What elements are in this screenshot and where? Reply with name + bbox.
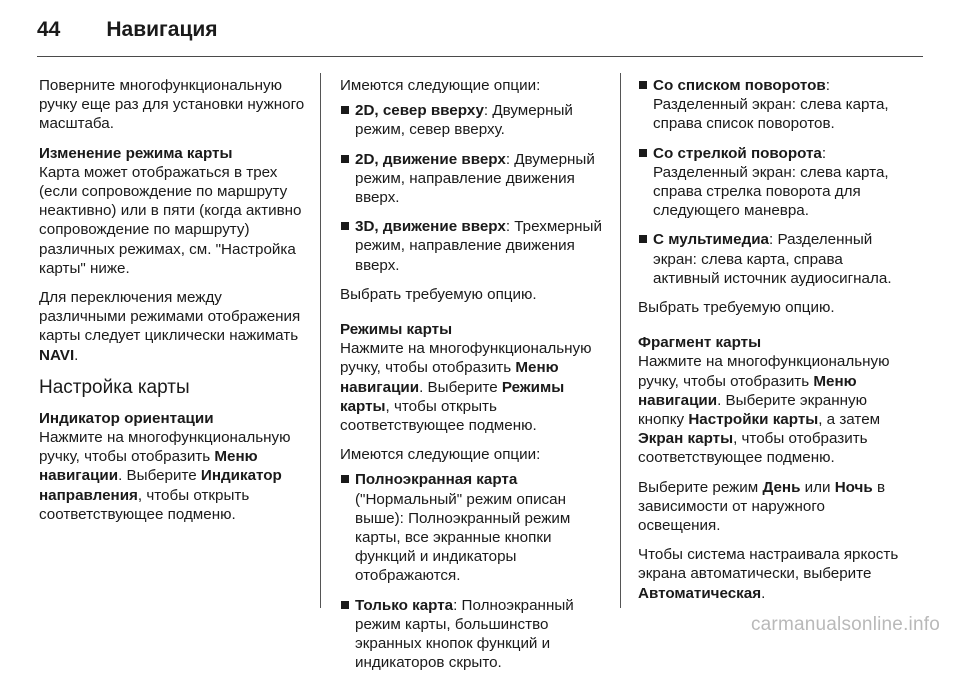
auto-brightness-paragraph: Чтобы система настраивала яркость экрана автоматически, выберите Автоматическая. [638, 546, 899, 602]
list-item: Полноэкранная карта ("Нормальный" режим описан выше): Полноэкранный режим карты, все экранные кнопки функций и индикаторы отображаются. [340, 470, 610, 585]
select-option-text: Выбрать требуемую опцию. [638, 299, 835, 317]
options-intro: Имеются следующие опции: [340, 77, 541, 94]
list-item: 2D, движение вверх: Двумерный режим, направление движения вверх. [340, 150, 610, 208]
page-title: Навигация [106, 18, 218, 41]
list-item: 2D, север вверху: Двумерный режим, север вверху. [340, 101, 610, 139]
mode-options-list [340, 470, 610, 672]
list-item: Со стрелкой поворота: Разделенный экран: слева карта, справа стрелка поворота для следующего маневра. [638, 144, 908, 221]
page-header [37, 16, 923, 57]
orientation-options-list [340, 101, 610, 275]
column-divider-1 [320, 73, 321, 608]
page-number: 44 [37, 18, 61, 41]
list-item: Только карта: Полноэкранный режим карты, большинство экранных кнопок функций и индикаторов скрыто. [340, 596, 610, 673]
map-modes-heading: Режимы карты [340, 321, 453, 339]
mode-change-paragraph: Карта может отображаться в трех (если сопровождение по маршруту неактивно) или в пяти (когда активно сопровождение по маршруту) различных режимах, см. "Настройка карты" ниже. [39, 163, 302, 277]
map-fragment-paragraph: Нажмите на многофункциональную ручку, чтобы отобразить Меню навигации. Выберите экранную кнопку Настройки карты, а затем Экран карты, чтобы отобразить соответствующее подменю. [638, 353, 890, 467]
intro-paragraph: Поверните многофункциональную ручку еще раз для установки нужного масштаба. [39, 77, 305, 133]
map-fragment-heading: Фрагмент карты [638, 334, 762, 352]
mode-change-heading: Изменение режима карты [39, 144, 233, 162]
column-divider-2 [620, 73, 621, 608]
column-3 [638, 76, 908, 613]
column-2 [340, 76, 610, 682]
list-item: Со списком поворотов: Разделенный экран: слева карта, справа список поворотов. [638, 76, 908, 134]
select-option-text: Выбрать требуемую опцию. [340, 285, 537, 303]
navi-key: NAVI [39, 346, 75, 364]
list-item: С мультимедиа: Разделенный экран: слева карта, справа активный источник аудиосигнала. [638, 230, 908, 288]
section-title: Настройка карты [39, 376, 190, 398]
options-intro-2: Имеются следующие опции: [340, 446, 541, 464]
column-1 [39, 76, 309, 534]
split-options-list [638, 76, 908, 288]
watermark: carmanualsonline.info [750, 614, 940, 635]
orientation-paragraph: Нажмите на многофункциональную ручку, чтобы отобразить Меню навигации. Выберите Индикатор направления, чтобы открыть соответствующее подменю. [39, 429, 291, 523]
list-item: 3D, движение вверх: Трехмерный режим, направление движения вверх. [340, 217, 610, 275]
day-night-paragraph: Выберите режим День или Ночь в зависимости от наружного освещения. [638, 478, 886, 535]
mode-switch-paragraph: Для переключения между различными режимами отображения карты следует циклически нажимать NAVI. [39, 289, 301, 364]
map-modes-paragraph: Нажмите на многофункциональную ручку, чтобы отобразить Меню навигации. Выберите Режимы карты, чтобы открыть соответствующее подменю. [340, 340, 592, 435]
orientation-heading: Индикатор ориентации [39, 409, 214, 427]
